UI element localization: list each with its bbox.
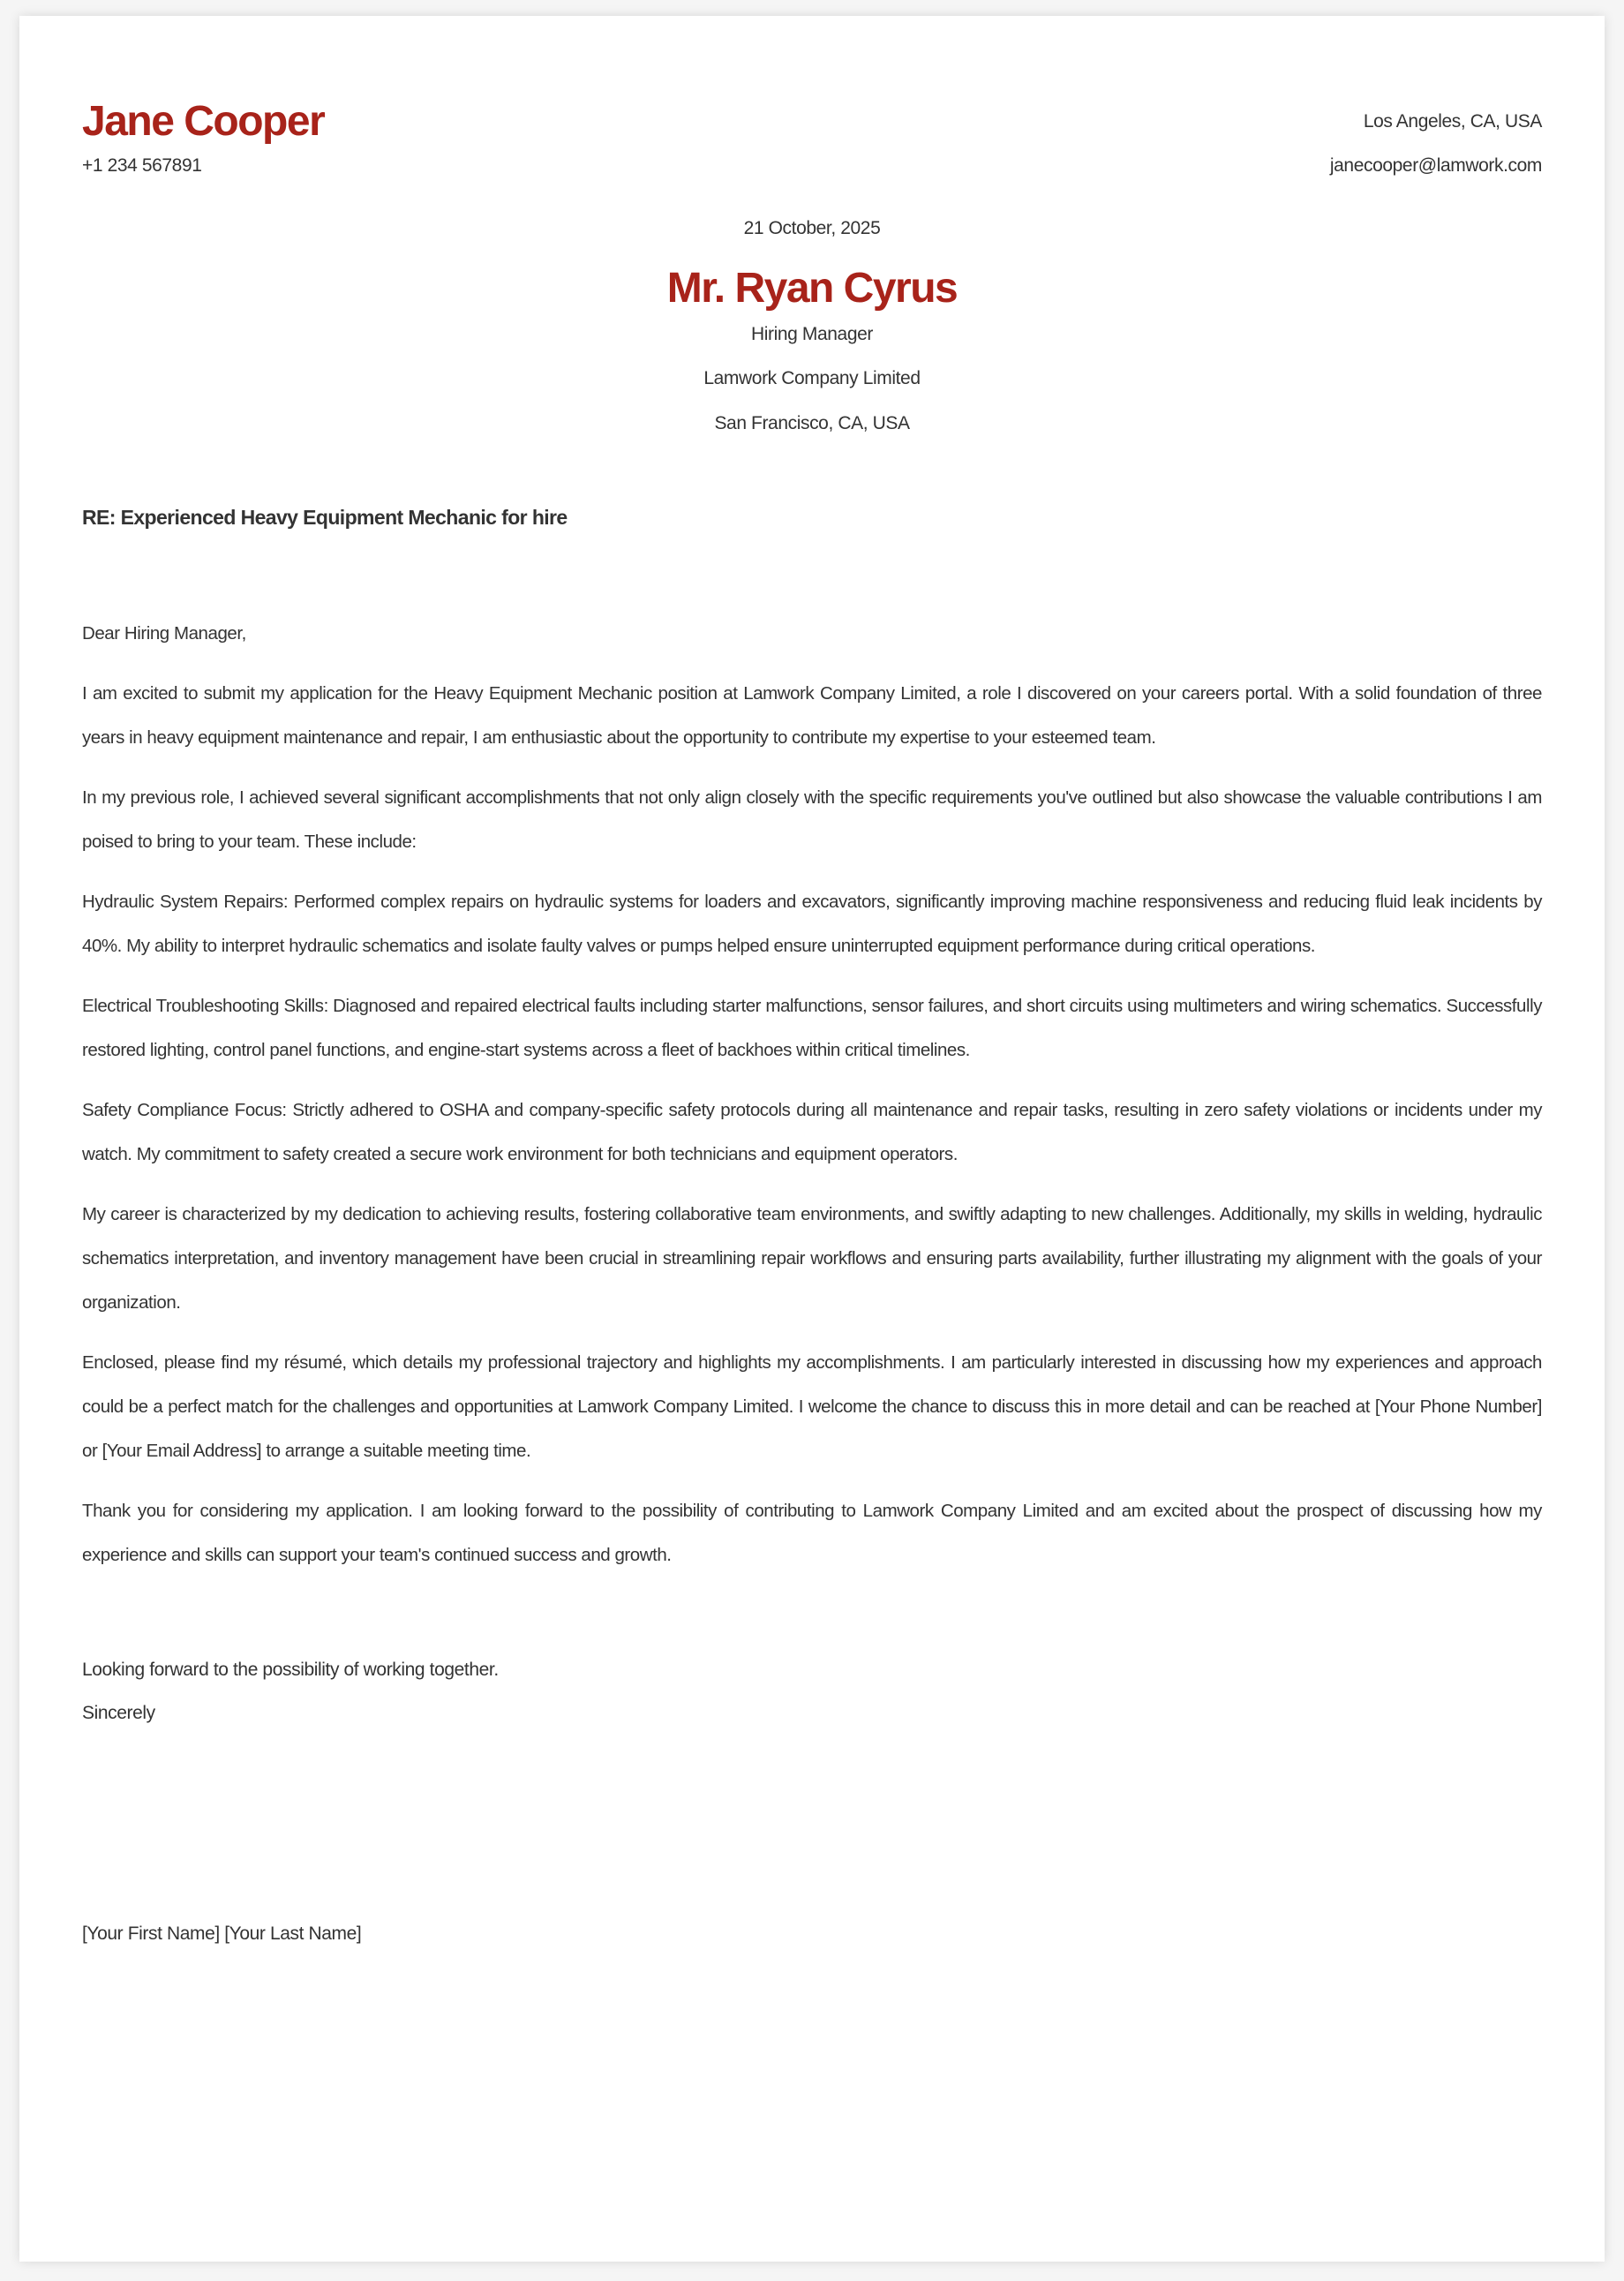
signature-name: [Your First Name] [Your Last Name] (82, 1923, 362, 1944)
letter-page (19, 16, 1605, 2262)
sender-name: Jane Cooper (82, 98, 325, 145)
paragraph: I am excited to submit my application for the Heavy Equipment Mechanic position at Lamwork Company Limited, a role I discovered on your careers portal. With a solid foundation of three years in heavy equipment maintenance and repair, I am enthusiastic about the opportunity to contribute my expertise to your esteemed team. (82, 683, 1542, 748)
salutation: Dear Hiring Manager, (82, 623, 246, 644)
paragraph: Thank you for considering my application. I am looking forward to the possibility of contributing to Lamwork Company Limited and am excited about the prospect of discussing how my experience and skills can support your team's continued success and growth. (82, 1501, 1542, 1565)
paragraph: Electrical Troubleshooting Skills: Diagnosed and repaired electrical faults including starter malfunctions, sensor failures, and short circuits using multimeters and wiring schematics. Successfully restored lighting, control panel functions, and engine-start systems across a fleet of backhoes within critical timelines. (82, 996, 1542, 1060)
letter-body (82, 612, 1542, 1593)
paragraph: In my previous role, I achieved several significant accomplishments that not only align closely with the specific requirements you've outlined but also showcase the valuable contributions I am poised to bring to your team. These include: (82, 787, 1542, 852)
sender-email: janecooper@lamwork.com (1329, 155, 1542, 176)
sender-phone: +1 234 567891 (82, 155, 202, 176)
paragraph: Safety Compliance Focus: Strictly adhered to OSHA and company-specific safety protocols during all maintenance and repair tasks, resulting in zero safety violations or incidents under my watch. My commitment to safety created a secure work environment for both technicians and equipment operators. (82, 1100, 1542, 1164)
sign-off: Sincerely (82, 1703, 155, 1723)
paragraph: My career is characterized by my dedication to achieving results, fostering collaborative team environments, and swiftly adapting to new challenges. Additionally, my skills in welding, hydraulic schematics interpretation, and inventory management have been crucial in streamlining repair workflows and ensuring parts availability, further illustrating my alignment with the goals of your organization. (82, 1204, 1542, 1313)
recipient-location: San Francisco, CA, USA (714, 413, 910, 433)
sender-location: Los Angeles, CA, USA (1363, 111, 1542, 132)
closing-line: Looking forward to the possibility of working together. (82, 1660, 499, 1680)
paragraph: Enclosed, please find my résumé, which details my professional trajectory and highlights my accomplishments. I am particularly interested in discussing how my experiences and approach could be a perfect match for the challenges and opportunities at Lamwork Company Limited. I welcome the chance to discuss this in more detail and can be reached at [Your Phone Number] or [Your Email Address] to arrange a suitable meeting time. (82, 1352, 1542, 1461)
letter-date: 21 October, 2025 (743, 218, 881, 238)
recipient-name: Mr. Ryan Cyrus (666, 265, 958, 312)
subject-line: RE: Experienced Heavy Equipment Mechanic for hire (82, 506, 568, 529)
recipient-company: Lamwork Company Limited (703, 368, 921, 388)
paragraph: Hydraulic System Repairs: Performed complex repairs on hydraulic systems for loaders and excavators, significantly improving machine responsiveness and reducing fluid leak incidents by 40%. My ability to interpret hydraulic schematics and isolate faulty valves or pumps helped ensure uninterrupted equipment performance during critical operations. (82, 892, 1542, 956)
recipient-title: Hiring Manager (751, 324, 873, 344)
